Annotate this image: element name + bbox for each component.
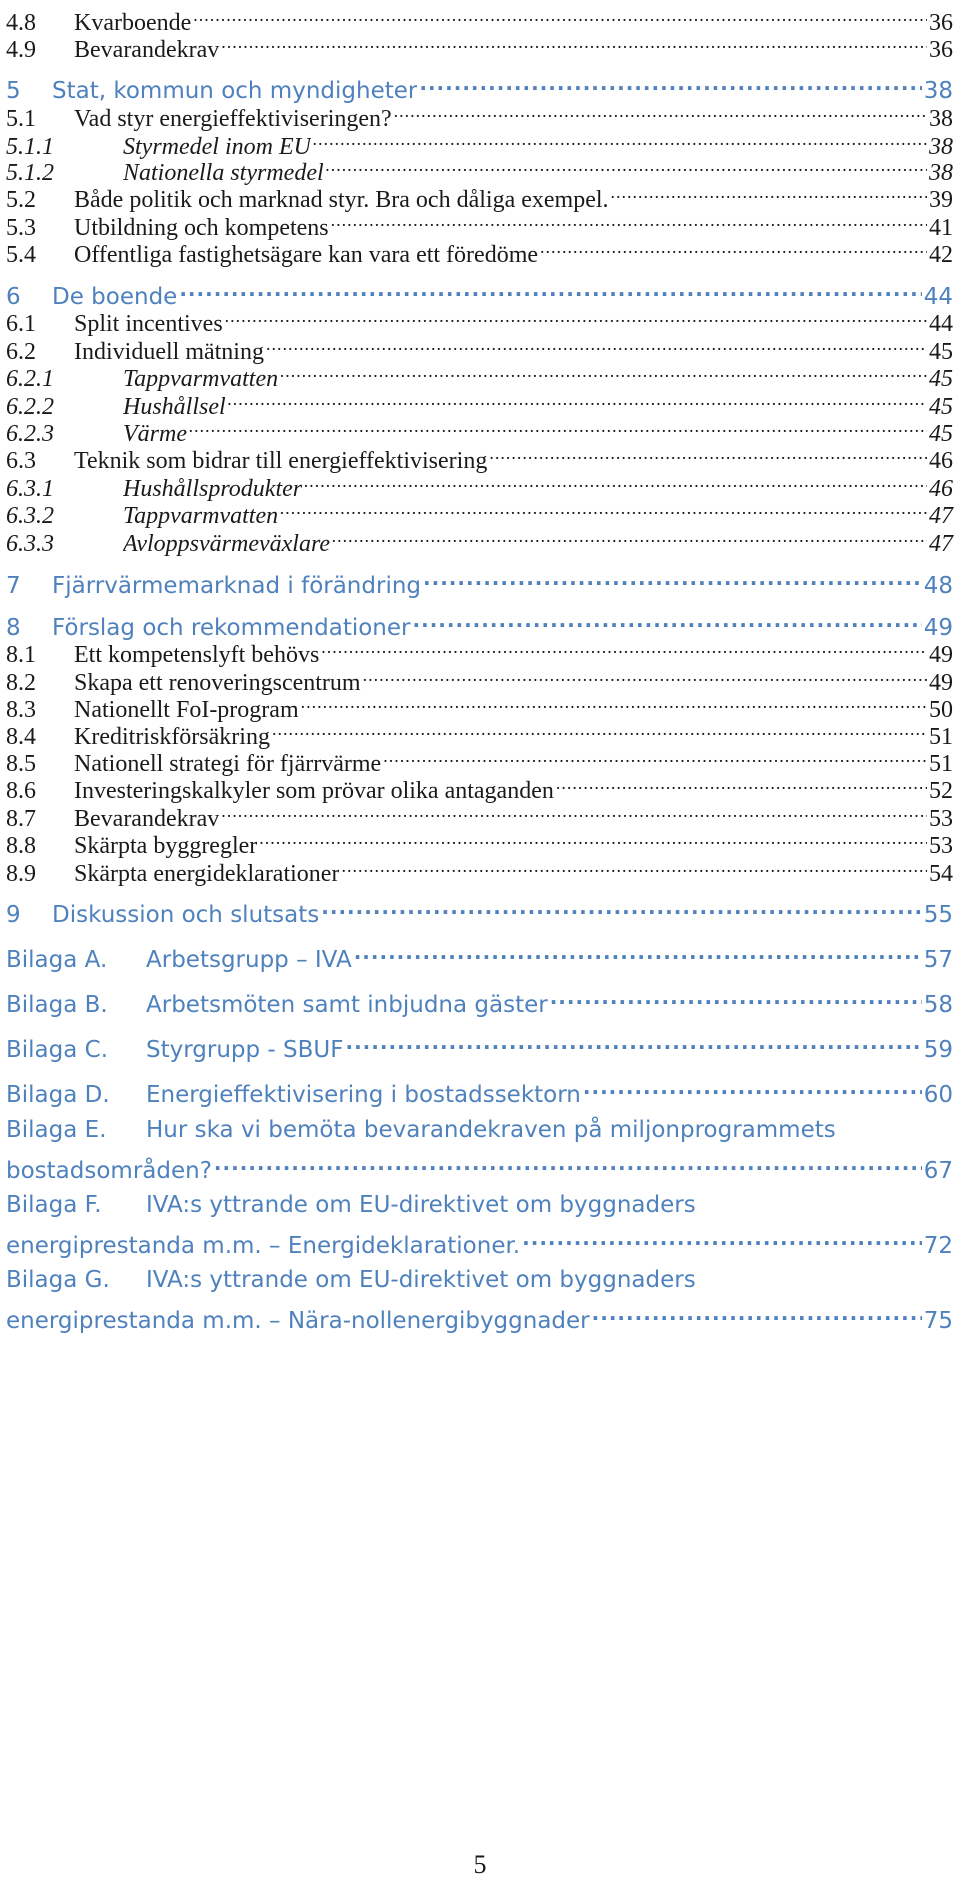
toc-entry-title: Bevarandekrav xyxy=(74,806,220,832)
toc-entry-title: Hur ska vi bemöta bevarandekraven på miljonprogrammets xyxy=(146,1117,836,1143)
toc-entry-page: 36 xyxy=(929,37,953,63)
toc-entry-title: Fjärrvärmemarknad i förändring xyxy=(52,573,422,599)
toc-entry-page: 47 xyxy=(929,503,953,529)
toc-entry-page: 46 xyxy=(929,476,953,502)
toc-entry[interactable] xyxy=(6,632,953,668)
dot-leader xyxy=(221,796,927,826)
toc-entry-number: 6.3.1 xyxy=(6,476,54,502)
toc-entry[interactable] xyxy=(6,937,953,973)
dot-leader xyxy=(331,205,927,235)
toc-entry-page: 45 xyxy=(929,394,953,420)
toc-entry-title: Förslag och rekommendationer xyxy=(52,615,411,641)
toc-entry[interactable] xyxy=(6,150,953,186)
dot-leader xyxy=(345,1027,921,1057)
toc-entry-title-continued: energiprestanda m.m. – Nära-nollenergibyggnader xyxy=(6,1308,590,1334)
toc-entry-title: Hushållsel xyxy=(123,394,226,420)
toc-entry-title: Bevarandekrav xyxy=(74,37,220,63)
toc-entry-page: 52 xyxy=(929,778,953,804)
toc-entry-title: Stat, kommun och myndigheter xyxy=(52,78,418,104)
toc-entry[interactable] xyxy=(6,0,953,36)
toc-entry-number: Bilaga C. xyxy=(6,1037,109,1063)
toc-entry-number: 8.7 xyxy=(6,806,36,832)
toc-entry-title: Utbildning och kompetens xyxy=(74,215,329,241)
toc-entry[interactable] xyxy=(6,205,953,241)
toc-entry-title: IVA:s yttrande om EU-direktivet om byggnaders xyxy=(146,1192,696,1218)
toc-entry-line1[interactable] xyxy=(6,1115,953,1145)
toc-entry-page: 67 xyxy=(923,1158,953,1184)
toc-entry[interactable] xyxy=(6,466,953,502)
toc-entry-page: 59 xyxy=(923,1037,953,1063)
dot-leader xyxy=(321,892,921,922)
dot-leader xyxy=(383,741,927,771)
toc-entry-number: 7 xyxy=(6,573,21,599)
toc-entry-number: 6.3.3 xyxy=(6,531,54,557)
page-number: 5 xyxy=(473,1850,487,1879)
toc-entry-number: 8.5 xyxy=(6,751,36,777)
toc-entry-page: 60 xyxy=(923,1082,953,1108)
dot-leader xyxy=(193,0,927,30)
toc-entry-page: 48 xyxy=(923,573,953,599)
toc-entry-number: Bilaga D. xyxy=(6,1082,110,1108)
toc-entry[interactable] xyxy=(6,741,953,777)
dot-leader xyxy=(419,68,921,98)
toc-entry-title: Skärpta energideklarationer xyxy=(74,861,340,887)
toc-entry-page: 57 xyxy=(923,947,953,973)
toc-entry[interactable] xyxy=(6,1027,953,1063)
dot-leader xyxy=(259,823,927,853)
toc-entry[interactable] xyxy=(6,892,953,928)
toc-entry-number: 5.3 xyxy=(6,215,36,241)
toc-entry-title: Tappvarmvatten xyxy=(123,503,279,529)
toc-entry-title: Teknik som bidrar till energieffektivisering xyxy=(74,448,488,474)
toc-entry-number: 6.2.1 xyxy=(6,366,54,392)
dot-leader xyxy=(326,150,927,180)
toc-entry-page: 53 xyxy=(929,806,953,832)
toc-entry-title: Avloppsvärmeväxlare xyxy=(123,531,331,557)
toc-entry-number: 5.1 xyxy=(6,106,36,132)
toc-entry-title: De boende xyxy=(52,284,178,310)
toc-entry-number: 8 xyxy=(6,615,21,641)
dot-leader xyxy=(280,493,927,523)
toc-entry-page: 38 xyxy=(929,106,953,132)
toc-entry-page: 45 xyxy=(929,339,953,365)
toc-entry-page: 41 xyxy=(929,215,953,241)
toc-entry-page: 45 xyxy=(929,421,953,447)
toc-entry[interactable] xyxy=(6,301,953,337)
toc-entry[interactable] xyxy=(6,384,953,420)
toc-entry-page: 38 xyxy=(929,160,953,186)
dot-leader xyxy=(321,632,927,662)
dot-leader xyxy=(489,438,927,468)
toc-entry[interactable] xyxy=(6,27,953,63)
toc-entry[interactable] xyxy=(6,96,953,132)
toc-entry[interactable] xyxy=(6,851,953,887)
toc-entry-line2[interactable] xyxy=(6,1223,953,1259)
toc-entry-page: 51 xyxy=(929,724,953,750)
toc-entry-title: Arbetsgrupp – IVA xyxy=(146,947,352,973)
toc-entry-title: Styrmedel inom EU xyxy=(123,134,311,160)
toc-entry-page: 38 xyxy=(929,134,953,160)
toc-entry-title: Split incentives xyxy=(74,311,223,337)
toc-entry-number: 8.9 xyxy=(6,861,36,887)
dot-leader xyxy=(332,521,927,551)
toc-entry-page: 55 xyxy=(923,902,953,928)
toc-entry-number: 6.3.2 xyxy=(6,503,54,529)
dot-leader xyxy=(228,384,927,414)
toc-entry-number: Bilaga G. xyxy=(6,1267,110,1293)
toc-entry[interactable] xyxy=(6,232,953,268)
toc-entry-line1[interactable] xyxy=(6,1190,953,1220)
toc-entry-title: Kreditriskförsäkring xyxy=(74,724,270,750)
dot-leader xyxy=(189,411,927,441)
toc-entry-title: Skapa ett renoveringscentrum xyxy=(74,670,361,696)
toc-entry-title: Energieffektivisering i bostadssektorn xyxy=(146,1082,581,1108)
toc-entry-page: 54 xyxy=(929,861,953,887)
toc-entry-number: 6 xyxy=(6,284,21,310)
toc-entry-page: 38 xyxy=(923,78,953,104)
toc-entry-page: 44 xyxy=(929,311,953,337)
toc-entry[interactable] xyxy=(6,823,953,859)
toc-entry-line2[interactable] xyxy=(6,1298,953,1334)
toc-entry-number: 8.8 xyxy=(6,833,36,859)
toc-entry-number: 8.6 xyxy=(6,778,36,804)
toc-entry-title: Diskussion och slutsats xyxy=(52,902,320,928)
toc-entry-page: 72 xyxy=(923,1233,953,1259)
dot-leader xyxy=(394,96,927,126)
toc-entry-number: Bilaga E. xyxy=(6,1117,107,1143)
dot-leader xyxy=(540,232,927,262)
toc-entry-page: 39 xyxy=(929,187,953,213)
toc-entry[interactable] xyxy=(6,563,953,599)
toc-entry-title-continued: energiprestanda m.m. – Energideklarationer. xyxy=(6,1233,521,1259)
dot-leader xyxy=(556,768,927,798)
toc-entry-title: Nationell strategi för fjärrvärme xyxy=(74,751,382,777)
dot-leader xyxy=(221,27,927,57)
toc-entry-number: 5.1.2 xyxy=(6,160,54,186)
toc-entry-line1[interactable] xyxy=(6,1265,953,1295)
toc-entry-page: 42 xyxy=(929,242,953,268)
toc-entry-line2[interactable] xyxy=(6,1148,953,1184)
toc-entry[interactable] xyxy=(6,493,953,529)
toc-entry-number: 4.9 xyxy=(6,37,36,63)
toc-entry[interactable] xyxy=(6,68,953,104)
dot-leader xyxy=(266,329,927,359)
dot-leader xyxy=(522,1223,922,1253)
toc-entry-page: 58 xyxy=(923,992,953,1018)
dot-leader xyxy=(341,851,927,881)
toc-entry-title: Nationella styrmedel xyxy=(123,160,324,186)
dot-leader xyxy=(280,356,927,386)
dot-leader xyxy=(423,563,922,593)
toc-entry-page: 49 xyxy=(929,670,953,696)
toc-entry-number: Bilaga F. xyxy=(6,1192,102,1218)
toc-entry[interactable] xyxy=(6,274,953,310)
toc-entry-title-continued: bostadsområden? xyxy=(6,1158,212,1184)
toc-entry-page: 49 xyxy=(923,615,953,641)
dot-leader xyxy=(214,1148,922,1178)
toc-entry-number: 6.2.3 xyxy=(6,421,54,447)
toc-entry[interactable] xyxy=(6,329,953,365)
toc-entry[interactable] xyxy=(6,687,953,723)
toc-entry-title: Både politik och marknad styr. Bra och dåliga exempel. xyxy=(74,187,609,213)
toc-entry[interactable] xyxy=(6,660,953,696)
toc-entry-number: 8.3 xyxy=(6,697,36,723)
toc-entry-page: 44 xyxy=(923,284,953,310)
toc-entry-number: 5.4 xyxy=(6,242,36,268)
dot-leader xyxy=(363,660,927,690)
toc-entry-number: 4.8 xyxy=(6,10,36,36)
toc-entry-number: 6.3 xyxy=(6,448,36,474)
toc-entry-page: 45 xyxy=(929,366,953,392)
dot-leader xyxy=(413,605,922,635)
toc-entry-number: 6.2.2 xyxy=(6,394,54,420)
toc-entry[interactable] xyxy=(6,796,953,832)
dot-leader xyxy=(583,1072,922,1102)
dot-leader xyxy=(304,466,927,496)
toc-entry[interactable] xyxy=(6,356,953,392)
toc-entry-number: 9 xyxy=(6,902,21,928)
dot-leader xyxy=(179,274,921,304)
toc-entry-page: 36 xyxy=(929,10,953,36)
toc-entry-number: 8.2 xyxy=(6,670,36,696)
dot-leader xyxy=(611,177,927,207)
toc-entry-title: Kvarboende xyxy=(74,10,192,36)
toc-entry-page: 46 xyxy=(929,448,953,474)
toc-entry-title: Nationellt FoI-program xyxy=(74,697,299,723)
toc-entry-number: 6.1 xyxy=(6,311,36,337)
toc-entry-page: 75 xyxy=(923,1308,953,1334)
toc-entry-title: Tappvarmvatten xyxy=(123,366,279,392)
dot-leader xyxy=(272,714,927,744)
toc-entry[interactable] xyxy=(6,605,953,641)
toc-entry-number: 8.4 xyxy=(6,724,36,750)
toc-entry[interactable] xyxy=(6,768,953,804)
toc-entry-number: 8.1 xyxy=(6,642,36,668)
dot-leader xyxy=(354,937,922,967)
toc-entry[interactable] xyxy=(6,982,953,1018)
toc-entry-page: 49 xyxy=(929,642,953,668)
toc-entry-title: Hushållsprodukter xyxy=(123,476,303,502)
toc-entry[interactable] xyxy=(6,411,953,447)
toc-entry[interactable] xyxy=(6,438,953,474)
toc-entry-page: 51 xyxy=(929,751,953,777)
dot-leader xyxy=(592,1298,922,1328)
toc-entry-number: 5.1.1 xyxy=(6,134,54,160)
toc-entry[interactable] xyxy=(6,177,953,213)
toc-entry-number: Bilaga A. xyxy=(6,947,108,973)
toc-entry[interactable] xyxy=(6,1072,953,1108)
toc-entry-title: Offentliga fastighetsägare kan vara ett föredöme xyxy=(74,242,539,268)
toc-entry-page: 47 xyxy=(929,531,953,557)
toc-entry-number: Bilaga B. xyxy=(6,992,108,1018)
toc-entry-title: IVA:s yttrande om EU-direktivet om byggnaders xyxy=(146,1267,696,1293)
dot-leader xyxy=(225,301,927,331)
toc-entry-title: Investeringskalkyler som prövar olika antaganden xyxy=(74,778,554,804)
toc-entry-number: 6.2 xyxy=(6,339,36,365)
toc-entry-title: Värme xyxy=(123,421,187,447)
toc-entry-title: Vad styr energieffektiviseringen? xyxy=(74,106,392,132)
toc-entry-title: Individuell mätning xyxy=(74,339,264,365)
toc-entry-page: 53 xyxy=(929,833,953,859)
dot-leader xyxy=(550,982,922,1012)
toc-entry-title: Arbetsmöten samt inbjudna gäster xyxy=(146,992,548,1018)
dot-leader xyxy=(301,687,927,717)
toc-entry-number: 5 xyxy=(6,78,21,104)
toc-entry-title: Skärpta byggregler xyxy=(74,833,258,859)
toc-entry[interactable] xyxy=(6,521,953,557)
toc-entry[interactable] xyxy=(6,714,953,750)
toc-entry-title: Styrgrupp - SBUF xyxy=(146,1037,344,1063)
toc-entry-title: Ett kompetenslyft behövs xyxy=(74,642,320,668)
toc-entry-number: 5.2 xyxy=(6,187,36,213)
toc-entry-page: 50 xyxy=(929,697,953,723)
